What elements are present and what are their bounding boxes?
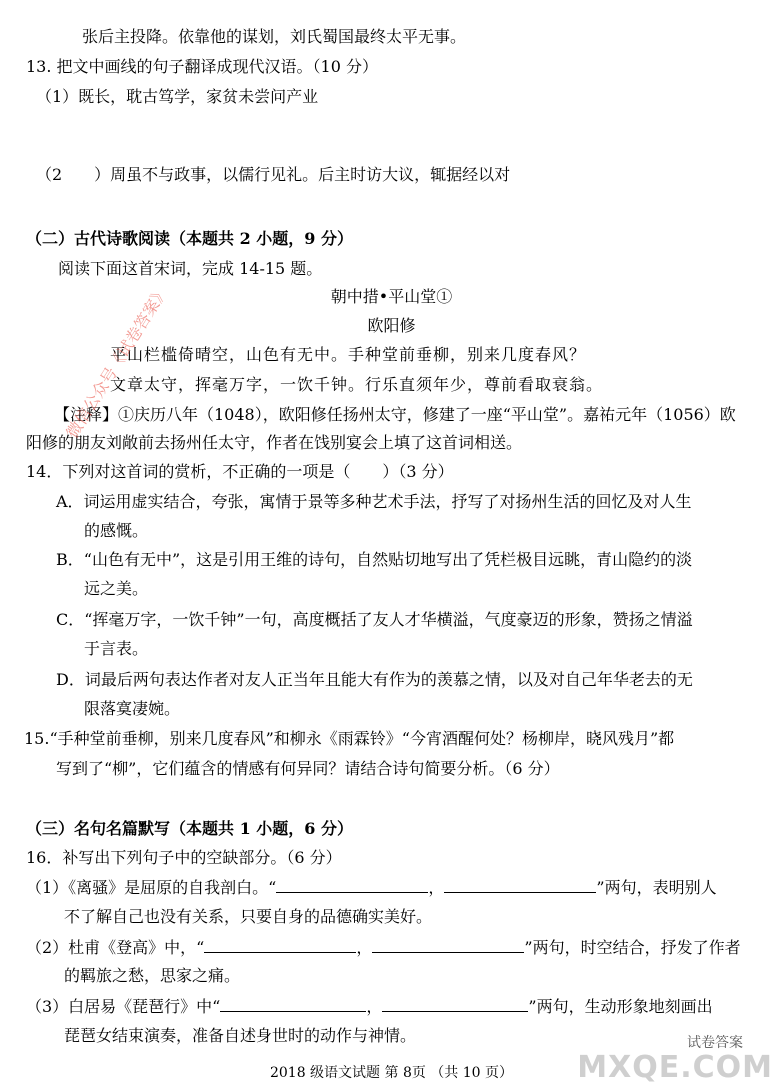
q14-option-d-cont: 限落寞凄婉。	[84, 699, 181, 718]
q16-item-3-cont: 琵琶女结束演奏，准备自述身世时的动作与神情。	[64, 1026, 417, 1045]
q15-stem-cont: 写到了“柳”，它们蕴含的情感有何异同？请结合诗句简要分析。（6 分）	[56, 759, 560, 778]
q16-item-1-cont: 不了解自己也没有关系，只要自身的品德确实美好。	[64, 907, 433, 926]
section-2-title: （二）古代诗歌阅读（本题共 2 小题，9 分）	[26, 229, 353, 248]
answer-blank[interactable]	[204, 936, 356, 953]
q13-sentence-1: （1）既长，耽古笃学，家贫未尝问产业	[36, 87, 319, 106]
q14-option-a-cont: 的感慨。	[84, 521, 149, 540]
q14-option-b: B．“山色有无中”，这是引用王维的诗句，自然贴切地写出了凭栏极目远眺，青山隐约的淡	[56, 550, 693, 569]
q14-option-c: C．“挥毫万字，一饮千钟”一句，高度概括了友人才华横溢，气度豪迈的形象，赞扬之情溢	[56, 610, 693, 629]
q16-item-2-cont: 的羁旅之愁，思家之痛。	[64, 966, 241, 985]
poem-note-line-1: 【注释】①庆历八年（1048），欧阳修任扬州太守，修建了一座“平山堂”。嘉祐元年（1056）欧	[54, 405, 736, 424]
prev-paragraph-line: 张后主投降。依靠他的谋划，刘氏蜀国最终太平无事。	[82, 27, 467, 46]
q15-stem: 15.“手种堂前垂柳，别来几度春风”和柳永《雨霖铃》“今宵酒醒何处？杨柳岸，晓风残月”都	[24, 729, 675, 748]
watermark-text: 微信公众号《试卷答案》	[62, 282, 172, 442]
section-3-title: （三）名句名篇默写（本题共 1 小题，6 分）	[26, 819, 353, 838]
answer-blank[interactable]	[276, 876, 428, 893]
answer-blank[interactable]	[372, 936, 524, 953]
answer-blank[interactable]	[220, 995, 366, 1012]
q16-item-3: （3）白居易《琵琶行》中“ ， ”两句，生动形象地刻画出	[26, 997, 713, 1016]
poem-line-2: 文章太守，挥毫万字，一饮千钟。行乐直须年少，尊前看取衰翁。	[110, 375, 604, 394]
q14-option-d: D．词最后两句表达作者对友人正当年且能大有作为的羡慕之情，以及对自己年华老去的无	[56, 670, 693, 689]
poem-title: 朝中措•平山堂①	[330, 287, 453, 306]
logo-caption: 试卷答案	[687, 1035, 743, 1051]
q16-stem: 16．补写出下列句子中的空缺部分。（6 分）	[26, 848, 342, 867]
answer-blank[interactable]	[444, 876, 596, 893]
q14-option-c-cont: 于言表。	[84, 639, 149, 658]
site-logo: MXQE.COM	[577, 1050, 773, 1085]
poem-line-1: 平山栏槛倚晴空，山色有无中。手种堂前垂柳，别来几度春风？	[110, 345, 587, 364]
section-2-intro: 阅读下面这首宋词，完成 14-15 题。	[58, 259, 323, 278]
q13-stem: 13. 把文中画线的句子翻译成现代汉语。（10 分）	[26, 57, 378, 76]
poem-note-line-2: 阳修的朋友刘敞前去扬州任太守，作者在饯别宴会上填了这首词相送。	[26, 433, 523, 452]
answer-blank[interactable]	[382, 995, 528, 1012]
q14-stem: 14．下列对这首词的赏析，不正确的一项是（ ）（3 分）	[26, 462, 454, 481]
q14-option-a: A．词运用虚实结合，夸张，寓情于景等多种艺术手法，抒写了对扬州生活的回忆及对人生	[56, 492, 692, 511]
q16-item-1: （1）《离骚》是屈原的自我剖白。“ ， ”两句，表明别人	[26, 878, 717, 897]
page-footer: 2018 级语文试题 第 8页 （共 10 页）	[269, 1065, 514, 1081]
q16-item-2: （2）杜甫《登高》中，“ ， ”两句，时空结合，抒发了作者	[26, 938, 741, 957]
q14-option-b-cont: 远之美。	[84, 579, 149, 598]
poem-author: 欧阳修	[367, 316, 416, 335]
q13-sentence-2: （2 ）周虽不与政事，以儒行见礼。后主时访大议，辄据经以对	[36, 165, 511, 184]
